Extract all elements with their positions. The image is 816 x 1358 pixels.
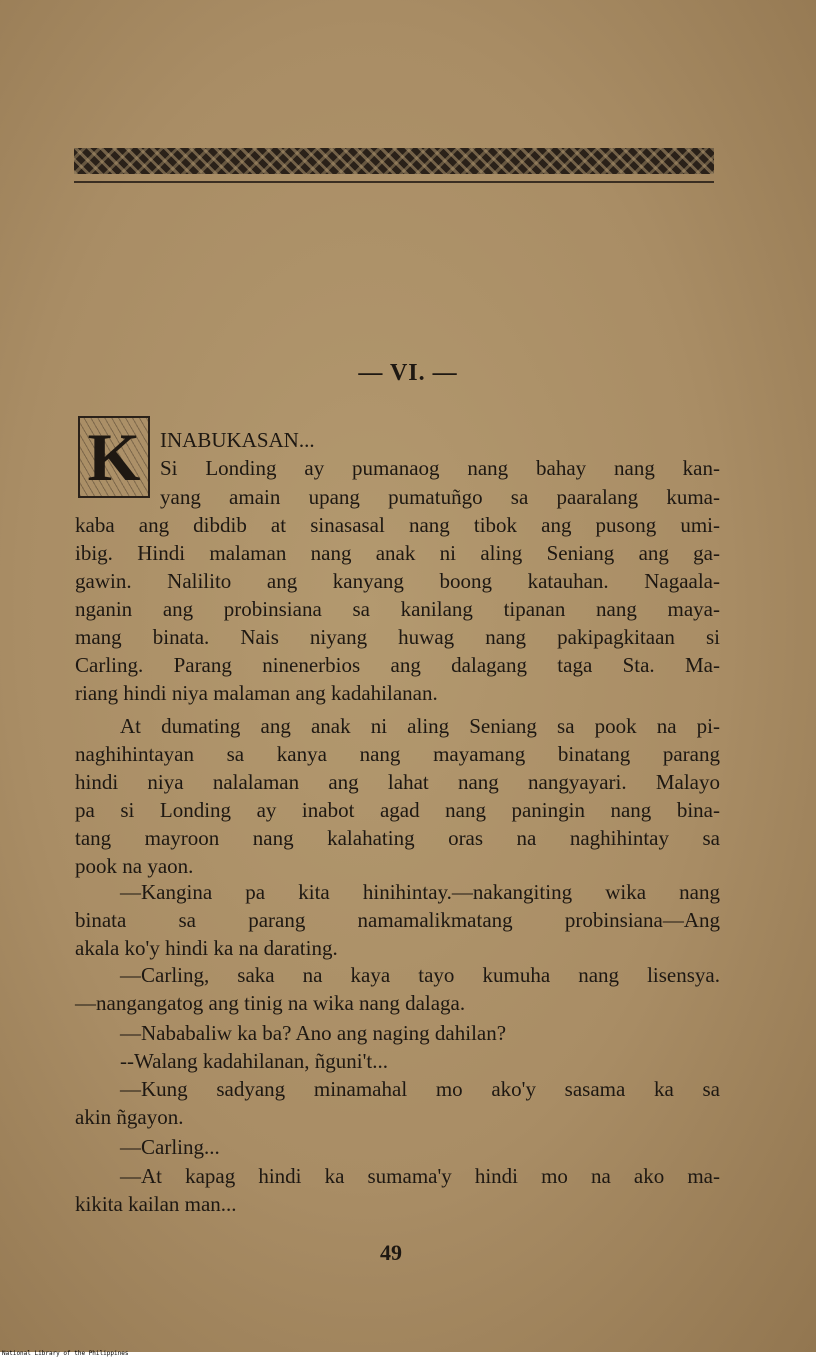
chapter-heading: — VI. — bbox=[358, 360, 458, 386]
text-line: pa si Londing ay inabot agad nang paningin nang bina- bbox=[75, 798, 720, 822]
text-line: Carling. Parang ninenerbios ang dalagang taga Sta. Ma- bbox=[75, 653, 720, 677]
text-line: yang amain upang pumatuñgo sa paaralang kuma- bbox=[160, 485, 720, 509]
drop-cap-letter: K bbox=[78, 416, 150, 498]
footer-credit: National Library of the Philippines bbox=[2, 1350, 129, 1357]
text-line: pook na yaon. bbox=[75, 854, 194, 878]
text-line: —At kapag hindi ka sumama'y hindi mo na ako ma- bbox=[120, 1164, 720, 1188]
page-number: 49 bbox=[380, 1240, 402, 1265]
text-line: gawin. Nalilito ang kanyang boong katauhan. Nagaala- bbox=[75, 569, 720, 593]
text-line: —Kangina pa kita hinihintay.—nakangiting wika nang bbox=[120, 880, 720, 904]
text-line: mang binata. Nais niyang huwag nang pakipagkitaan si bbox=[75, 625, 720, 649]
footer-strip bbox=[0, 1352, 816, 1358]
text-line: kikita kailan man... bbox=[75, 1192, 237, 1216]
text-line: —Carling, saka na kaya tayo kumuha nang lisensya. bbox=[120, 963, 720, 987]
text-line: —Carling... bbox=[120, 1135, 220, 1159]
text-line: —Nababaliw ka ba? Ano ang naging dahilan? bbox=[120, 1021, 507, 1045]
text-line: nganin ang probinsiana sa kanilang tipanan nang maya- bbox=[75, 597, 720, 621]
text-line: tang mayroon nang kalahating oras na naghihintay sa bbox=[75, 826, 720, 850]
text-line: --Walang kadahilanan, ñguni't... bbox=[120, 1049, 389, 1073]
decorative-ornament-band bbox=[74, 148, 714, 174]
text-line: —Kung sadyang minamahal mo ako'y sasama ka sa bbox=[120, 1077, 720, 1101]
text-line: akala ko'y hindi ka na darating. bbox=[75, 936, 338, 960]
text-line: Si Londing ay pumanaog nang bahay nang kan- bbox=[160, 456, 720, 480]
text-line: INABUKASAN... bbox=[160, 428, 315, 452]
text-line: binata sa parang namamalikmatang probinsiana—Ang bbox=[75, 908, 720, 932]
text-line: hindi niya nalalaman ang lahat nang nangyayari. Malayo bbox=[75, 770, 720, 794]
text-line: At dumating ang anak ni aling Seniang sa pook na pi- bbox=[120, 714, 720, 738]
text-line: kaba ang dibdib at sinasasal nang tibok ang pusong umi- bbox=[75, 513, 720, 537]
text-line: riang hindi niya malaman ang kadahilanan. bbox=[75, 681, 438, 705]
ornament-rule bbox=[74, 181, 714, 183]
text-line: —nangangatog ang tinig na wika nang dalaga. bbox=[75, 991, 466, 1015]
text-line: akin ñgayon. bbox=[75, 1105, 184, 1129]
text-line: ibig. Hindi malaman nang anak ni aling Seniang ang ga- bbox=[75, 541, 720, 565]
text-line: naghihintayan sa kanya nang mayamang binatang parang bbox=[75, 742, 720, 766]
